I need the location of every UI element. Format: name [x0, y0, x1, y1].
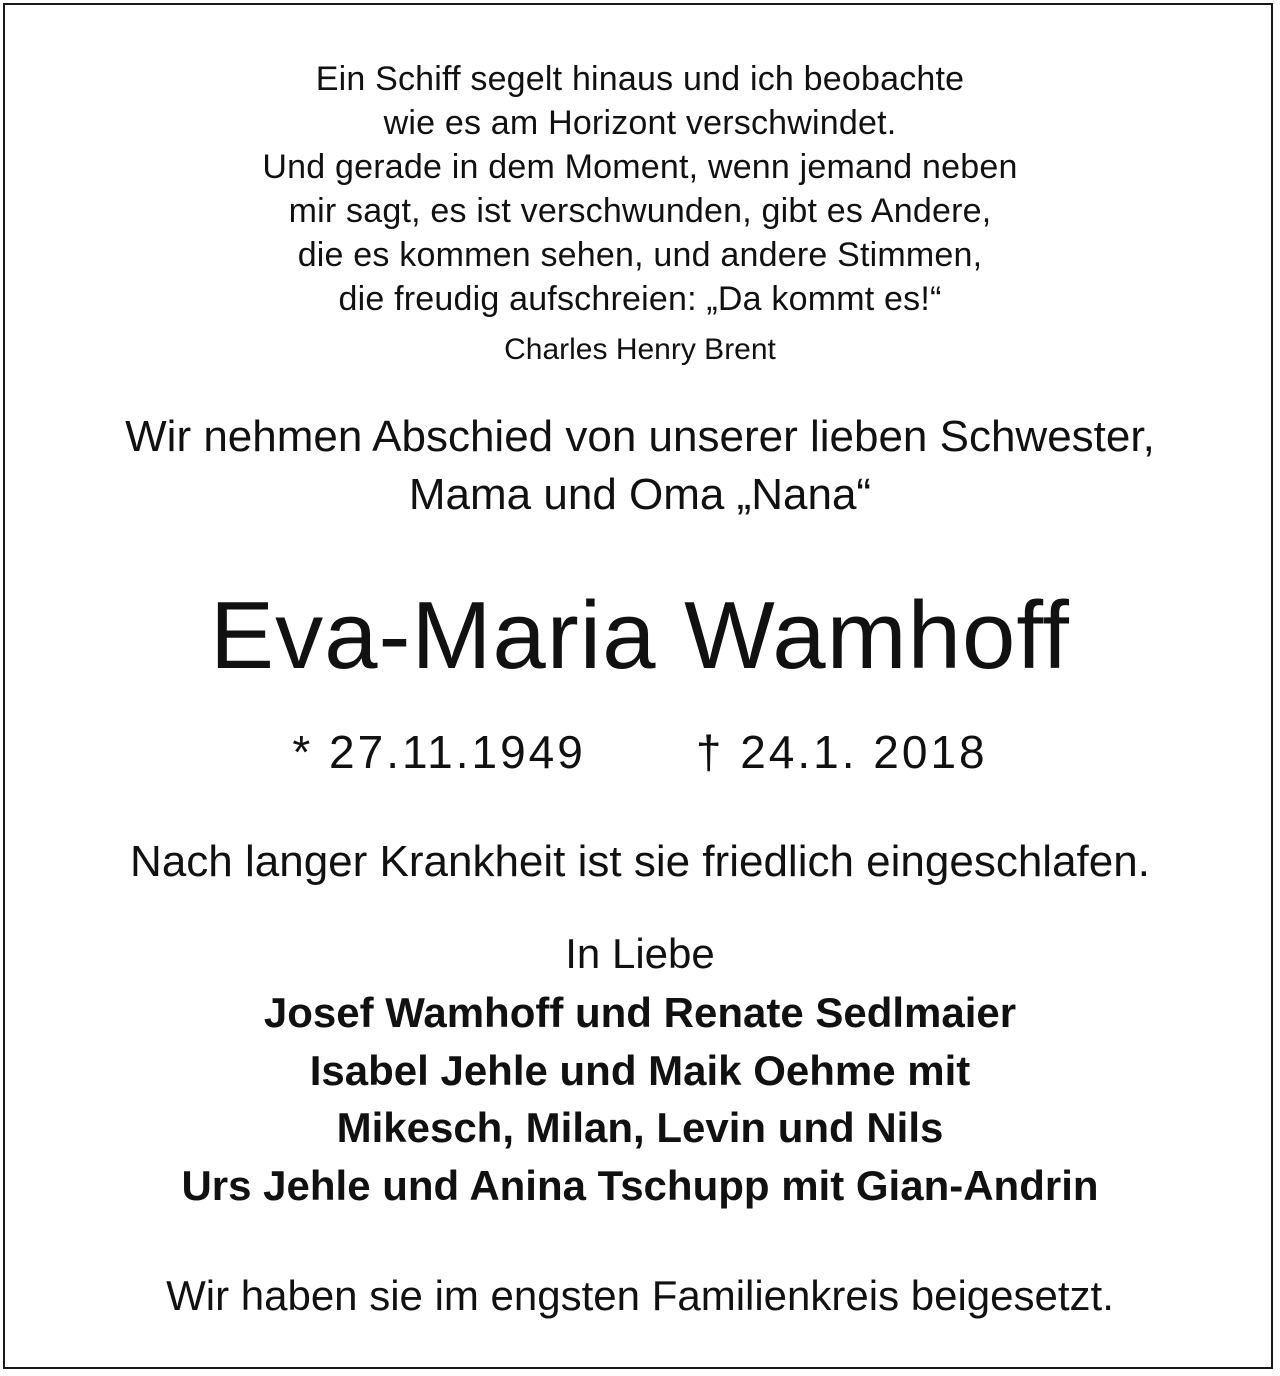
mourner-line: Josef Wamhoff und Renate Sedlmaier: [263, 989, 1017, 1036]
poem-line: Ein Schiff segelt hinaus und ich beobachte: [315, 60, 965, 98]
poem-line: die freudig aufschreien: „Da kommt es!“: [338, 280, 942, 318]
mourner-line: Urs Jehle und Anina Tschupp mit Gian-Andrin: [181, 1162, 1099, 1209]
deceased-name: Eva-Maria Wamhoff: [210, 582, 1070, 689]
farewell-line: Mama und Oma „Nana“: [408, 470, 872, 519]
life-dates: [0, 724, 1280, 780]
death-announcement: Nach langer Krankheit ist sie friedlich eingeschlafen.: [130, 837, 1150, 886]
birth-date: * 27.11.1949: [292, 726, 586, 778]
death-date: † 24.1. 2018: [695, 726, 988, 778]
mourner-line: Isabel Jehle und Maik Oehme mit: [309, 1047, 971, 1094]
farewell-line: Wir nehmen Abschied von unserer lieben Schwester,: [125, 412, 1155, 461]
poem-author: Charles Henry Brent: [504, 333, 776, 366]
poem-line: Und gerade in dem Moment, wenn jemand neben: [262, 148, 1018, 186]
poem-line: die es kommen sehen, und andere Stimmen,: [297, 236, 983, 274]
mourner-line: Mikesch, Milan, Levin und Nils: [336, 1104, 944, 1151]
poem-line: wie es am Horizont verschwindet.: [383, 104, 897, 142]
poem-line: mir sagt, es ist verschwunden, gibt es Andere,: [288, 192, 992, 230]
mourners-intro: In Liebe: [565, 930, 715, 977]
burial-note: Wir haben sie im engsten Familienkreis beigesetzt.: [166, 1272, 1114, 1319]
